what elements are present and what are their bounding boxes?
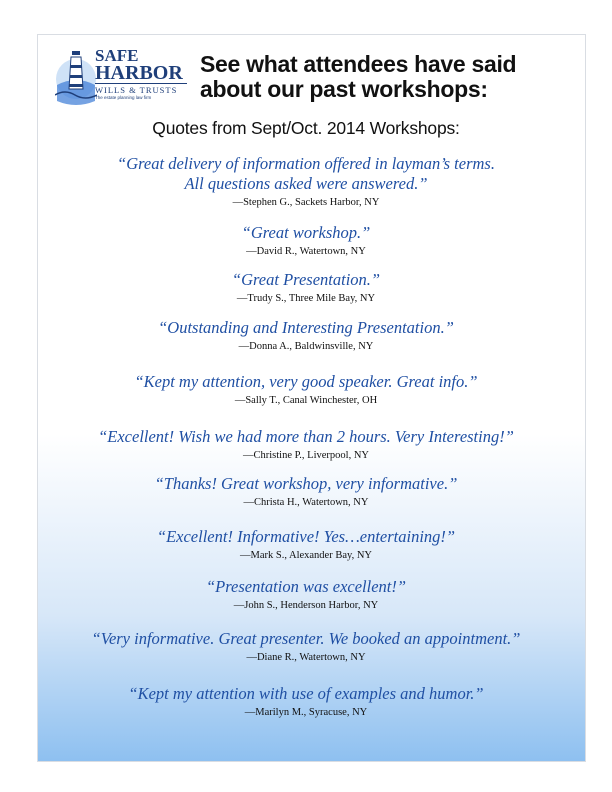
logo-tagline: The estate planning law firm (95, 95, 152, 100)
testimonial (0, 577, 612, 613)
testimonial (0, 527, 612, 563)
quote-text: “Great workshop.” (241, 223, 371, 242)
quote-text: “Presentation was excellent!” (205, 577, 407, 596)
quote-author: —Christine P., Liverpool, NY (243, 450, 369, 461)
quote-text: “Excellent! Informative! Yes…entertaining!” (156, 527, 456, 546)
testimonial (0, 270, 612, 306)
quote-text: All questions asked were answered.” (184, 174, 428, 193)
quote-text: “Great Presentation.” (231, 270, 381, 289)
quote-text: “Excellent! Wish we had more than 2 hours. Very Interesting!” (98, 427, 514, 446)
logo-harbor: HARBOR (95, 62, 183, 84)
quote-text: “Thanks! Great workshop, very informative.” (154, 474, 458, 493)
quote-author: —Stephen G., Sackets Harbor, NY (232, 197, 380, 208)
quote-author: —Trudy S., Three Mile Bay, NY (236, 293, 376, 304)
testimonial (0, 154, 612, 210)
testimonial (0, 474, 612, 510)
headline-line-2: about our past workshops: (200, 76, 488, 102)
testimonial (0, 427, 612, 463)
testimonial (0, 372, 612, 408)
quote-author: —Donna A., Baldwinsville, NY (238, 341, 374, 352)
quote-text: “Kept my attention, very good speaker. Great info.” (134, 372, 478, 391)
quote-author: —David R., Watertown, NY (246, 246, 366, 257)
quote-text: “Very informative. Great presenter. We booked an appointment.” (91, 629, 521, 648)
testimonial (0, 318, 612, 354)
quote-author: —Christa H., Watertown, NY (243, 497, 369, 508)
quote-author: —John S., Henderson Harbor, NY (233, 600, 379, 611)
page-headline (200, 52, 540, 102)
logo-safe: SAFE (95, 46, 139, 65)
quote-text: “Great delivery of information offered in layman’s terms. (117, 154, 495, 173)
quote-author: —Marilyn M., Syracuse, NY (244, 707, 368, 718)
quote-author: —Sally T., Canal Winchester, OH (234, 395, 378, 406)
testimonial (0, 684, 612, 720)
quote-author: —Diane R., Watertown, NY (246, 652, 366, 663)
headline-line-1: See what attendees have said (200, 51, 517, 77)
quote-author: —Mark S., Alexander Bay, NY (239, 550, 372, 561)
testimonial (0, 223, 612, 259)
safe-harbor-logo (55, 45, 185, 110)
testimonial (0, 629, 612, 665)
quote-text: “Kept my attention with use of examples and humor.” (128, 684, 484, 703)
logo-wills-trusts: WILLS & TRUSTS (95, 83, 187, 95)
quote-text: “Outstanding and Interesting Presentation.” (158, 318, 454, 337)
lighthouse-icon (55, 45, 97, 107)
page-subhead: Quotes from Sept/Oct. 2014 Workshops: (152, 118, 460, 138)
